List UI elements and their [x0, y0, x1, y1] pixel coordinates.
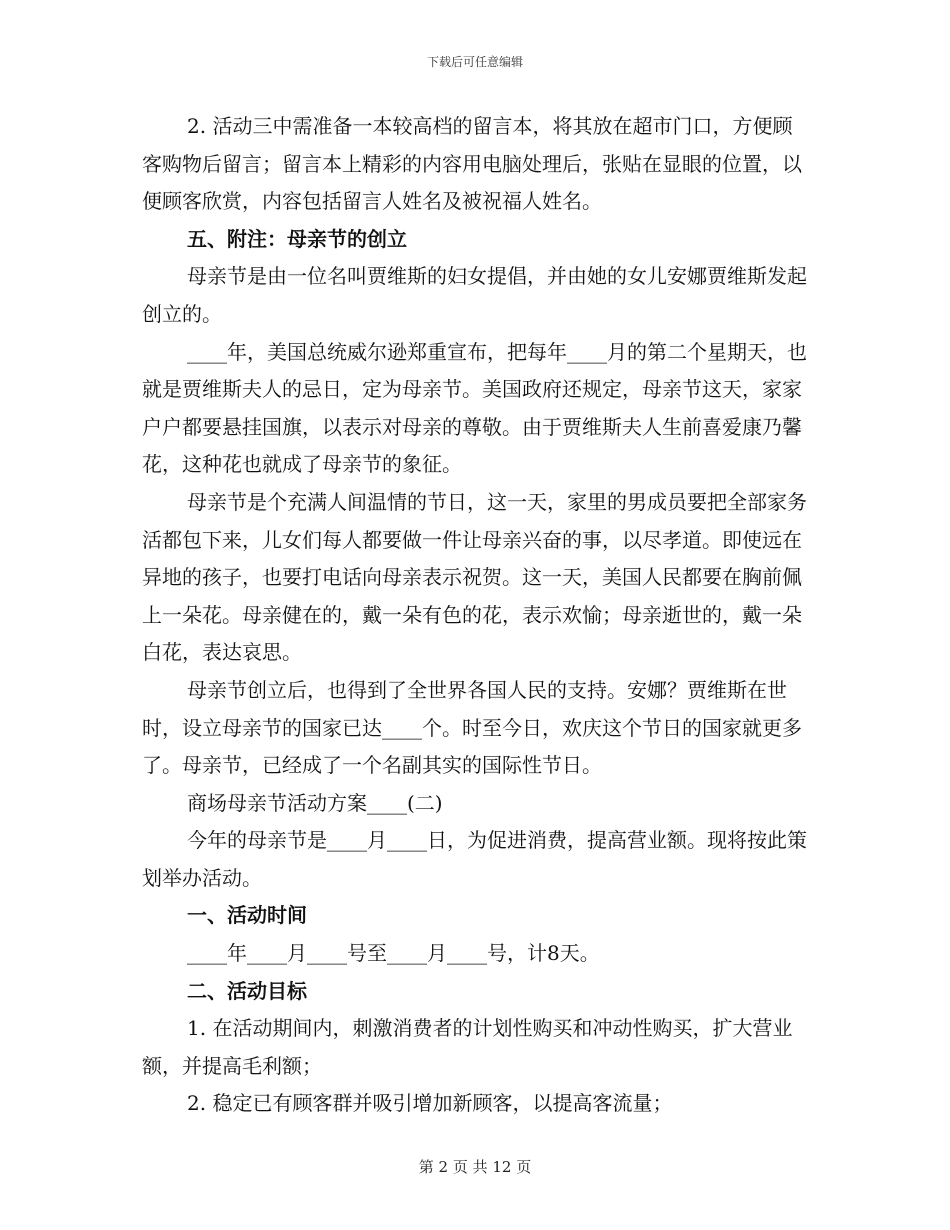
paragraph-time: ____年____月____号至____月____号，计8天。: [187, 941, 600, 966]
paragraph-history: ____年，美国总统威尔逊郑重宣布，把每年____月的第二个星期天，也就是贾维斯夫人的忌日，定为母亲节。美国政府还规定，母亲节这天，家家户户都要悬挂国旗，以表示对母亲的尊敬。由于贾维斯夫人生前喜爱康乃馨花，这种花也就成了母亲节的象征。: [142, 339, 807, 477]
section-heading-time: 一、活动时间: [187, 903, 307, 928]
paragraph-plan-title: 商场母亲节活动方案____(二): [187, 790, 443, 815]
document-body: [142, 108, 810, 1123]
paragraph-note-2: 2. 活动三中需准备一本较高档的留言本，将其放在超市门口，方便顾客购物后留言；留言本上精彩的内容用电脑处理后，张贴在显眼的位置，以便顾客欣赏，内容包括留言人姓名及被祝福人姓名。: [142, 114, 802, 214]
paragraph-origin: 母亲节是由一位名叫贾维斯的妇女提倡，并由她的女儿安娜贾维斯发起创立的。: [142, 264, 807, 326]
paragraph-goal-1: 1. 在活动期间内，刺激消费者的计划性购买和冲动性购买，扩大营业额，并提高毛利额；: [142, 1016, 793, 1078]
page-header: 下载后可任意编辑: [426, 55, 523, 69]
paragraph-worldwide: 母亲节创立后，也得到了全世界各国人民的支持。安娜？贾维斯在世时，设立母亲节的国家已达____个。时至今日，欢庆这个节日的国家就更多了。母亲节，已经成了一个名副其实的国际性节日。: [142, 677, 802, 778]
paragraph-customs: 母亲节是个充满人间温情的节日，这一天，家里的男成员要把全部家务活都包下来，儿女们每人都要做一件让母亲兴奋的事，以尽孝道。即使远在异地的孩子，也要打电话向母亲表示祝贺。这一天，美国人民都要在胸前佩上一朵花。母亲健在的，戴一朵有色的花，表示欢愉；母亲逝世的，戴一朵白花，表达哀思。: [142, 489, 807, 665]
section-heading-goals: 二、活动目标: [187, 978, 307, 1003]
paragraph-goal-2: 2. 稳定已有顾客群并吸引增加新顾客，以提高客流量；: [187, 1091, 673, 1116]
page-footer: 第 2 页 共 12 页: [418, 1158, 532, 1176]
section-heading-appendix: 五、附注：母亲节的创立: [187, 226, 407, 251]
paragraph-intro: 今年的母亲节是____月____日，为促进消费，提高营业额。现将按此策划举办活动。: [142, 828, 807, 890]
